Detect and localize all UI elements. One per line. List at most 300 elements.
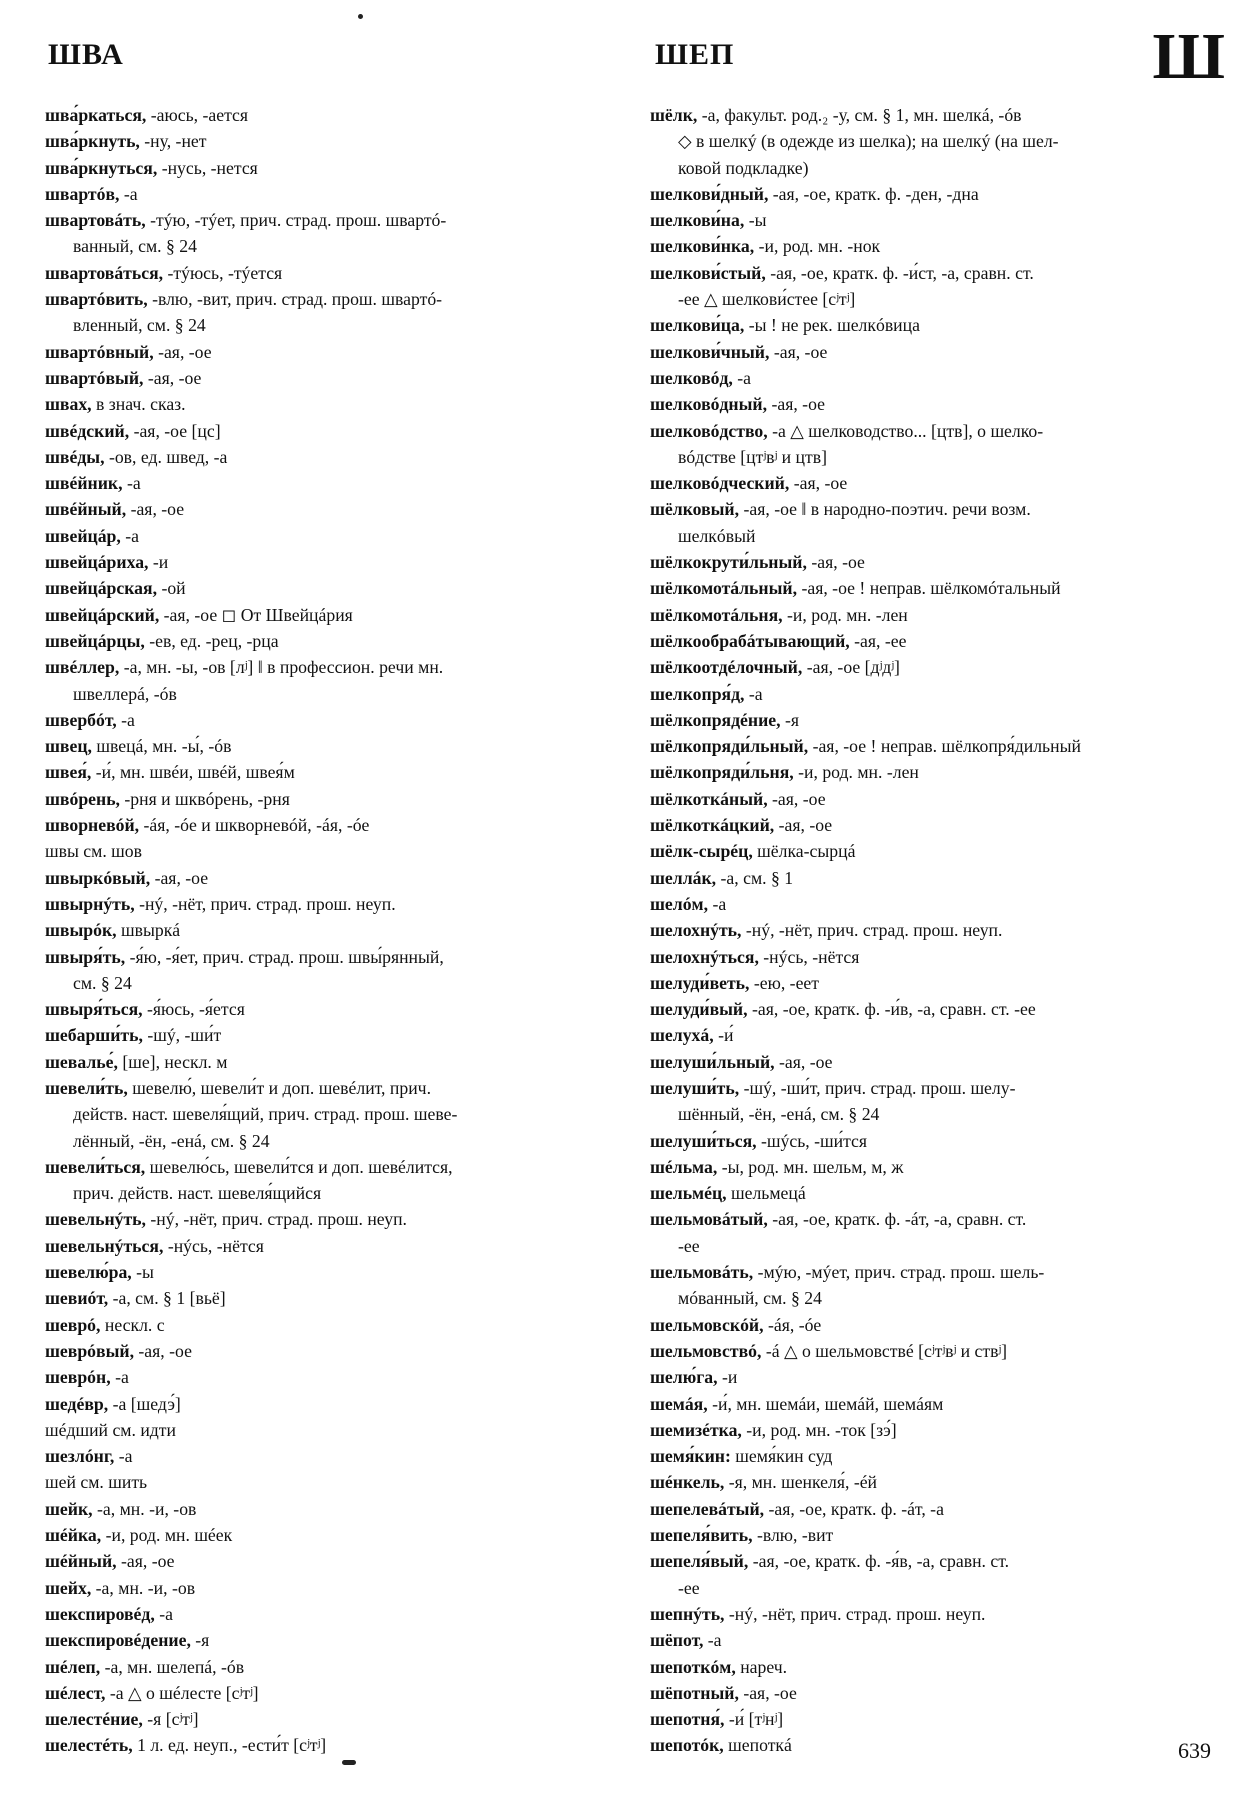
entry-grammar: -а [шедэ́]	[108, 1393, 181, 1414]
entry-headword: швéйник,	[45, 473, 123, 494]
entry-grammar: -и́, мн. швéи, швéй, швея́м	[91, 762, 295, 783]
entry-headword: швартóвый,	[45, 367, 144, 388]
dictionary-entry	[45, 181, 615, 207]
entry-grammar: -ая, -ое	[806, 552, 865, 573]
entry-headword: швырнýть,	[45, 893, 135, 914]
dictionary-entry	[650, 865, 1225, 891]
entry-grammar: -нý, -нёт, прич. страд. прош. неуп.	[741, 920, 1003, 941]
entry-grammar: -влю, -вит	[752, 1525, 834, 1546]
dictionary-entry	[650, 838, 1225, 864]
entry-headword: швéйный,	[45, 499, 127, 520]
entry-grammar: -а	[119, 183, 138, 204]
entry-grammar: шей см. шить	[45, 1472, 148, 1493]
dictionary-entry	[45, 1154, 615, 1207]
entry-headword: шёлкокрути́льный,	[650, 552, 807, 573]
entry-continuation: -ее	[678, 1235, 700, 1256]
entry-headword: шемя́кин:	[650, 1446, 731, 1467]
entry-grammar: -ая, -ое ‖ в народно-поэтич. речи возм.	[739, 499, 1031, 520]
entry-grammar: шéдший см. идти	[45, 1419, 176, 1440]
dictionary-entry	[45, 891, 615, 917]
entry-grammar: -ы ! не рек. шелкóвица	[744, 315, 920, 336]
running-head-right: ШЕП	[655, 38, 735, 71]
dictionary-entry	[45, 523, 615, 549]
entry-headword: шеврóн,	[45, 1367, 111, 1388]
dictionary-entry	[45, 917, 615, 943]
entry-grammar: -а	[154, 1603, 173, 1624]
dictionary-entry	[650, 1049, 1225, 1075]
entry-grammar: -нýсь, -нётся	[163, 1235, 264, 1256]
dictionary-entry	[45, 1575, 615, 1601]
entry-grammar: -а	[744, 683, 763, 704]
entry-headword: шелуди́веть,	[650, 972, 750, 993]
entry-grammar: -ая, -ое	[126, 499, 185, 520]
dictionary-entry	[45, 996, 615, 1022]
entry-grammar: -ая, -ое, кратк. ф. -и́ст, -а, сравн. ст.	[765, 262, 1034, 283]
entry-grammar: шельмецá	[726, 1183, 806, 1204]
entry-grammar: -ая, -ое	[767, 394, 825, 415]
entry-grammar: -мýю, -мýет, прич. страд. прош. шель-	[753, 1262, 1045, 1283]
entry-grammar: швыркá	[116, 920, 181, 941]
dictionary-entry	[650, 102, 1225, 181]
entry-headword: шепотóк,	[650, 1735, 724, 1756]
entry-headword: шелкови́ца,	[650, 315, 745, 336]
entry-grammar: -а	[116, 709, 135, 730]
entry-grammar: -а, мн. -и, -ов	[92, 1498, 197, 1519]
entry-headword: шва́ркнуться,	[45, 157, 158, 178]
dictionary-entry	[650, 365, 1225, 391]
entry-headword: шемáя,	[650, 1393, 708, 1414]
entry-headword: шебарши́ть,	[45, 1025, 143, 1046]
entry-headword: шевели́ть,	[45, 1077, 128, 1098]
dictionary-entry	[650, 1627, 1225, 1653]
entry-grammar: -ая, -ое ! неправ. шёлкомóтальный	[797, 578, 1061, 599]
dictionary-entry	[650, 707, 1225, 733]
dictionary-entry	[650, 970, 1225, 996]
dictionary-entry	[650, 944, 1225, 970]
entry-headword: швéды,	[45, 446, 105, 467]
left-column	[45, 102, 615, 1759]
entry-headword: шельмовствó,	[650, 1340, 762, 1361]
entry-headword: шелуши́ться,	[650, 1130, 757, 1151]
entry-headword: шелковóдческий,	[650, 473, 790, 494]
entry-grammar: -áя, -óе	[763, 1314, 822, 1335]
entry-grammar: -а, см. § 1	[716, 867, 794, 888]
dictionary-entry	[45, 286, 615, 339]
dictionary-entry	[45, 1654, 615, 1680]
entry-headword: шелковóд,	[650, 367, 733, 388]
entry-headword: швейцáрцы,	[45, 630, 145, 651]
dictionary-entry	[650, 786, 1225, 812]
entry-grammar: шепоткá	[723, 1735, 792, 1756]
entry-continuation: ванный, см. § 24	[73, 236, 197, 257]
dictionary-entry	[650, 207, 1225, 233]
entry-headword: шеврóвый,	[45, 1340, 134, 1361]
entry-headword: шёлкопряди́льный,	[650, 736, 809, 757]
dictionary-entry	[650, 181, 1225, 207]
dictionary-entry	[45, 1469, 615, 1495]
entry-headword: шéлеп,	[45, 1656, 101, 1677]
entry-headword: швейцáрская,	[45, 578, 158, 599]
entry-headword: шеврó,	[45, 1314, 101, 1335]
entry-headword: шёлкоткáцкий,	[650, 815, 775, 836]
entry-grammar: -ая, -ое	[738, 1682, 797, 1703]
entry-grammar: -шý, -ши́т	[142, 1025, 222, 1046]
entry-grammar: -а, мн. -и, -ов	[91, 1577, 196, 1598]
dictionary-entry	[45, 470, 615, 496]
entry-headword: шелкови́чный,	[650, 341, 770, 362]
entry-grammar: -нý, -нёт, прич. страд. прош. неуп.	[145, 1209, 407, 1230]
entry-grammar: -а, мн. -ы, -ов [лʲ] ‖ в профессион. речи мн.	[119, 657, 444, 678]
entry-headword: шелуди́вый,	[650, 999, 748, 1020]
entry-grammar: -ая, -ое ◻ От Швейцáрия	[159, 604, 353, 625]
entry-headword: швея́,	[45, 762, 92, 783]
entry-continuation: вóдстве [цтʲвʲ и цтв]	[678, 446, 827, 467]
dictionary-entry	[45, 1417, 615, 1443]
entry-grammar: -ы	[131, 1262, 154, 1283]
entry-grammar: -влю, -вит, прич. страд. прош. швартó-	[147, 289, 443, 310]
dictionary-entry	[45, 155, 615, 181]
dictionary-entry	[650, 628, 1225, 654]
dictionary-entry	[45, 1022, 615, 1048]
entry-grammar: шевелю́сь, шевели́тся и доп. шевéлится,	[145, 1156, 453, 1177]
entry-grammar: -нý, -нёт, прич. страд. прош. неуп.	[724, 1603, 986, 1624]
entry-headword: шёлкоотдéлочный,	[650, 657, 803, 678]
entry-grammar: -я [сʲтʲ]	[142, 1709, 199, 1730]
entry-grammar: швы см. шов	[45, 841, 142, 862]
entry-continuation: действ. наст. шевеля́щий, прич. страд. прош. шеве-	[73, 1104, 458, 1125]
dictionary-entry	[650, 1128, 1225, 1154]
dictionary-entry	[650, 549, 1225, 575]
dictionary-entry	[45, 1496, 615, 1522]
dictionary-entry	[650, 1522, 1225, 1548]
entry-grammar: -и́	[713, 1025, 734, 1046]
dictionary-entry	[650, 917, 1225, 943]
dictionary-entry	[45, 1706, 615, 1732]
entry-headword: швыркóвый,	[45, 867, 151, 888]
dictionary-entry	[650, 1312, 1225, 1338]
entry-headword: шёлкомотáльня,	[650, 604, 783, 625]
entry-continuation: швеллерá, -óв	[73, 683, 177, 704]
entry-grammar: -а, см. § 1 [вьё]	[108, 1288, 226, 1309]
dictionary-entry	[650, 470, 1225, 496]
dictionary-entry	[45, 444, 615, 470]
entry-grammar: -ая, -ое	[153, 341, 212, 362]
dictionary-entry	[650, 339, 1225, 365]
dictionary-entry	[45, 944, 615, 997]
entry-grammar: -аюсь, -ается	[146, 105, 249, 125]
entry-grammar: -ая, -ое	[774, 1051, 833, 1072]
entry-grammar: -нусь, -нется	[157, 157, 258, 178]
entry-headword: шéльма,	[650, 1156, 718, 1177]
dictionary-entry	[45, 102, 615, 128]
entry-grammar: шемя́кин суд	[730, 1446, 833, 1467]
dictionary-entry	[650, 391, 1225, 417]
dictionary-entry	[650, 1706, 1225, 1732]
dictionary-entry	[45, 1680, 615, 1706]
dictionary-entry	[45, 628, 615, 654]
entry-grammar: [ше], нескл. м	[117, 1051, 228, 1072]
entry-grammar: -шý, -ши́т, прич. страд. прош. шелу-	[739, 1077, 1016, 1098]
dictionary-entry	[45, 602, 615, 628]
entry-headword: шелю́га,	[650, 1367, 718, 1388]
dictionary-entry	[650, 1654, 1225, 1680]
dictionary-entry	[650, 1180, 1225, 1206]
entry-grammar: -и, род. мн. -ток [зэ́]	[741, 1419, 897, 1440]
entry-grammar: -ая, -ое	[769, 341, 828, 362]
entry-headword: шелуши́ть,	[650, 1077, 740, 1098]
entry-headword: шевиóт,	[45, 1288, 109, 1309]
entry-headword: швейцáр,	[45, 525, 121, 546]
dictionary-entry	[650, 1154, 1225, 1180]
entry-grammar: -ая, -ое	[116, 1551, 175, 1572]
dictionary-entry	[45, 207, 615, 260]
entry-headword: шейх,	[45, 1577, 92, 1598]
entry-grammar: -ой	[157, 578, 186, 599]
entry-grammar: -и, род. мн. шéек	[101, 1525, 233, 1546]
entry-grammar: -ая, -ое	[134, 1340, 192, 1361]
entry-grammar: нескл. с	[100, 1314, 165, 1335]
entry-grammar: -я, мн. шенкеля́, -éй	[724, 1472, 878, 1493]
dictionary-entry	[45, 1601, 615, 1627]
entry-headword: шелкови́дный,	[650, 183, 769, 204]
entry-grammar: -ая, -ое, кратк. ф. -ден, -дна	[768, 183, 979, 204]
dictionary-entry	[650, 1338, 1225, 1364]
dictionary-entry	[650, 260, 1225, 313]
dictionary-entry	[45, 575, 615, 601]
entry-headword: швартóвный,	[45, 341, 154, 362]
dictionary-entry	[650, 1364, 1225, 1390]
entry-grammar: -ая, -ое	[767, 788, 826, 809]
entry-grammar: -шýсь, -ши́тся	[756, 1130, 868, 1151]
entry-headword: шёпот,	[650, 1630, 704, 1651]
entry-grammar: -и, род. мн. -нок	[754, 236, 881, 257]
dictionary-entry	[45, 1732, 615, 1758]
entry-continuation: см. § 24	[73, 972, 132, 993]
entry-headword: швейцáриха,	[45, 552, 149, 573]
entry-continuation: -ее	[678, 1577, 700, 1598]
dictionary-entry	[650, 1259, 1225, 1312]
dictionary-entry	[45, 1312, 615, 1338]
entry-continuation: шённый, -ён, -енá, см. § 24	[678, 1104, 880, 1125]
dictionary-entry	[45, 759, 615, 785]
entry-continuation: прич. действ. наст. шевеля́щийся	[73, 1183, 322, 1204]
entry-grammar: -ы	[744, 210, 767, 231]
entry-headword: швербóт,	[45, 709, 117, 730]
entry-headword: шéйный,	[45, 1551, 117, 1572]
entry-headword: шелóм,	[650, 893, 709, 914]
entry-headword: шва́ркнуть,	[45, 131, 140, 152]
entry-grammar: -а	[110, 1367, 129, 1388]
dictionary-entry	[650, 733, 1225, 759]
entry-grammar: -á △ о шельмовствé [сʲтʲвʲ и ствʲ]	[761, 1340, 1008, 1361]
dictionary-entry	[45, 391, 615, 417]
dictionary-entry	[650, 812, 1225, 838]
dictionary-entry	[650, 1548, 1225, 1601]
entry-headword: швырóк,	[45, 920, 117, 941]
running-head-left: ШВА	[48, 38, 124, 71]
entry-headword: шéлест,	[45, 1682, 106, 1703]
entry-headword: шекспировéдение,	[45, 1630, 191, 1651]
dictionary-entry	[45, 1338, 615, 1364]
entry-grammar: -я́ю, -я́ет, прич. страд. прош. швы́рянный,	[125, 946, 444, 967]
dictionary-entry	[650, 602, 1225, 628]
entry-headword: швартовáться,	[45, 262, 164, 283]
entry-grammar: -ая, -ое	[789, 473, 848, 494]
entry-headword: шелкови́на,	[650, 210, 745, 231]
entry-headword: шелухá,	[650, 1025, 714, 1046]
entry-headword: шворневóй,	[45, 815, 140, 836]
dictionary-entry	[650, 1680, 1225, 1706]
entry-grammar: -и́ [тʲнʲ]	[724, 1709, 784, 1730]
entry-grammar: -и	[148, 552, 169, 573]
entry-grammar: -ая, -ое, кратк. ф. -я́в, -а, сравн. ст.	[748, 1551, 1010, 1572]
entry-grammar: -а △ о шéлесте [сʲтʲ]	[105, 1682, 259, 1703]
entry-headword: шельмовáть,	[650, 1262, 754, 1283]
dictionary-entry	[45, 1391, 615, 1417]
dictionary-entry	[45, 786, 615, 812]
entry-headword: шепнýть,	[650, 1603, 725, 1624]
entry-grammar: -я	[780, 709, 800, 730]
entry-grammar: швецá, мн. -ы́, -óв	[91, 736, 232, 757]
entry-grammar: -тýю, -тýет, прич. страд. прош. швартó-	[145, 210, 447, 231]
dictionary-entry	[45, 838, 615, 864]
entry-headword: швейцáрский,	[45, 604, 160, 625]
right-column	[650, 102, 1225, 1759]
dictionary-entry	[650, 233, 1225, 259]
entry-headword: шемизéтка,	[650, 1419, 742, 1440]
dictionary-entry	[45, 1285, 615, 1311]
entry-grammar: -а	[708, 893, 727, 914]
entry-grammar: -ая, -ое, кратк. ф. -и́в, -а, сравн. ст. -ее	[747, 999, 1036, 1020]
entry-headword: швéллер,	[45, 657, 120, 678]
entry-headword: шéнкель,	[650, 1472, 725, 1493]
entry-headword: шельмовáтый,	[650, 1209, 768, 1230]
entry-grammar: нареч.	[735, 1656, 788, 1677]
entry-grammar: -ею, -еет	[749, 972, 819, 993]
dictionary-entry	[650, 1443, 1225, 1469]
dictionary-entry	[650, 1206, 1225, 1259]
entry-headword: шевелю́ра,	[45, 1262, 132, 1283]
print-speck	[342, 1760, 356, 1765]
entry-headword: швéдский,	[45, 420, 130, 441]
dictionary-entry	[45, 1548, 615, 1574]
page-number: 639	[1178, 1738, 1211, 1763]
dictionary-entry	[45, 865, 615, 891]
dictionary-entry	[650, 1022, 1225, 1048]
entry-headword: шепеля́вить,	[650, 1525, 753, 1546]
entry-grammar: -а	[122, 473, 141, 494]
entry-grammar: -и, род. мн. -лен	[782, 604, 908, 625]
section-letter: Ш	[1152, 20, 1225, 93]
dictionary-entry	[650, 575, 1225, 601]
entry-continuation: вленный, см. § 24	[73, 315, 206, 336]
entry-continuation: ◇ в шелкý (в одежде из шелка); на шелкý (на шел-	[678, 131, 1059, 152]
dictionary-entry	[45, 496, 615, 522]
dictionary-entry	[650, 996, 1225, 1022]
dictionary-entry	[45, 1233, 615, 1259]
dictionary-entry	[45, 365, 615, 391]
entry-headword: шепоткóм,	[650, 1656, 736, 1677]
dictionary-entry	[45, 707, 615, 733]
dictionary-entry	[45, 549, 615, 575]
entry-headword: швартовáть,	[45, 210, 146, 231]
entry-grammar: -ая, -ое, кратк. ф. -áт, -а, сравн. ст.	[767, 1209, 1027, 1230]
entry-headword: шелкови́нка,	[650, 236, 755, 257]
entry-headword: шелковóдный,	[650, 394, 768, 415]
entry-headword: шелкопря́д,	[650, 683, 745, 704]
entry-grammar: -а	[703, 1630, 722, 1651]
entry-headword: шелохнýть,	[650, 920, 742, 941]
entry-grammar: -ая, -ое	[150, 867, 209, 888]
entry-headword: шва́ркаться,	[45, 105, 147, 125]
entry-grammar: шевелю́, шевели́т и доп. шевéлит, прич.	[127, 1077, 431, 1098]
entry-headword: шёлкопряди́льня,	[650, 762, 794, 783]
entry-continuation: ковой подкладке)	[678, 157, 809, 178]
dictionary-entry	[45, 1259, 615, 1285]
entry-headword: шелохнýться,	[650, 946, 759, 967]
entry-headword: шельмовскóй,	[650, 1314, 764, 1335]
dictionary-entry	[650, 891, 1225, 917]
entry-headword: шёлк,	[650, 105, 698, 125]
dictionary-entry	[45, 418, 615, 444]
entry-headword: швыря́ть,	[45, 946, 126, 967]
entry-headword: шёлковый,	[650, 499, 740, 520]
dictionary-entry	[650, 1391, 1225, 1417]
dictionary-entry	[650, 1469, 1225, 1495]
entry-headword: шеллáк,	[650, 867, 717, 888]
entry-headword: шёлкопрядéние,	[650, 709, 781, 730]
entry-grammar: -а △ шелководство... [цтв], о шелко-	[767, 420, 1044, 441]
entry-grammar: -а, факульт. род.₂ -у, см. § 1, мн. шелкá, -óв	[697, 105, 1022, 125]
dictionary-entry	[650, 312, 1225, 338]
dictionary-entry	[650, 1075, 1225, 1128]
entry-headword: швартóвить,	[45, 289, 148, 310]
entry-headword: шезлóнг,	[45, 1446, 115, 1467]
entry-grammar: -ая, -ое	[774, 815, 833, 836]
entry-headword: швóрень,	[45, 788, 120, 809]
dictionary-entry	[45, 812, 615, 838]
dictionary-entry	[45, 654, 615, 707]
print-speck	[358, 14, 363, 19]
entry-headword: шевельнýться,	[45, 1235, 164, 1256]
entry-grammar: шёлка-сырцá	[752, 841, 856, 862]
entry-headword: шевели́ться,	[45, 1156, 146, 1177]
dictionary-entry	[45, 339, 615, 365]
entry-headword: шéйка,	[45, 1525, 102, 1546]
dictionary-entry	[45, 1206, 615, 1232]
entry-headword: швец,	[45, 736, 92, 757]
entry-grammar: -рня и шквóрень, -рня	[119, 788, 290, 809]
dictionary-entry	[650, 496, 1225, 549]
entry-headword: швах,	[45, 394, 92, 415]
entry-headword: шедéвр,	[45, 1393, 109, 1414]
entry-grammar: -ая, -ое ! неправ. шёлкопря́дильный	[808, 736, 1081, 757]
entry-headword: шельмéц,	[650, 1183, 727, 1204]
entry-grammar: в знач. сказ.	[91, 394, 186, 415]
entry-grammar: -ов, ед. швед, -а	[104, 446, 228, 467]
entry-continuation: мóванный, см. § 24	[678, 1288, 822, 1309]
entry-headword: шёлкомотáльный,	[650, 578, 798, 599]
entry-grammar: -ая, -ое	[143, 367, 202, 388]
entry-grammar: -нý, -нёт, прич. страд. прош. неуп.	[134, 893, 396, 914]
entry-headword: шевалье́,	[45, 1051, 118, 1072]
entry-headword: шепеля́вый,	[650, 1551, 749, 1572]
dictionary-entry	[45, 1443, 615, 1469]
entry-grammar: -ая, -ое [дʲдʲ]	[802, 657, 900, 678]
entry-continuation: шелкóвый	[678, 525, 756, 546]
entry-grammar: -а	[732, 367, 752, 388]
dictionary-entry	[45, 1627, 615, 1653]
